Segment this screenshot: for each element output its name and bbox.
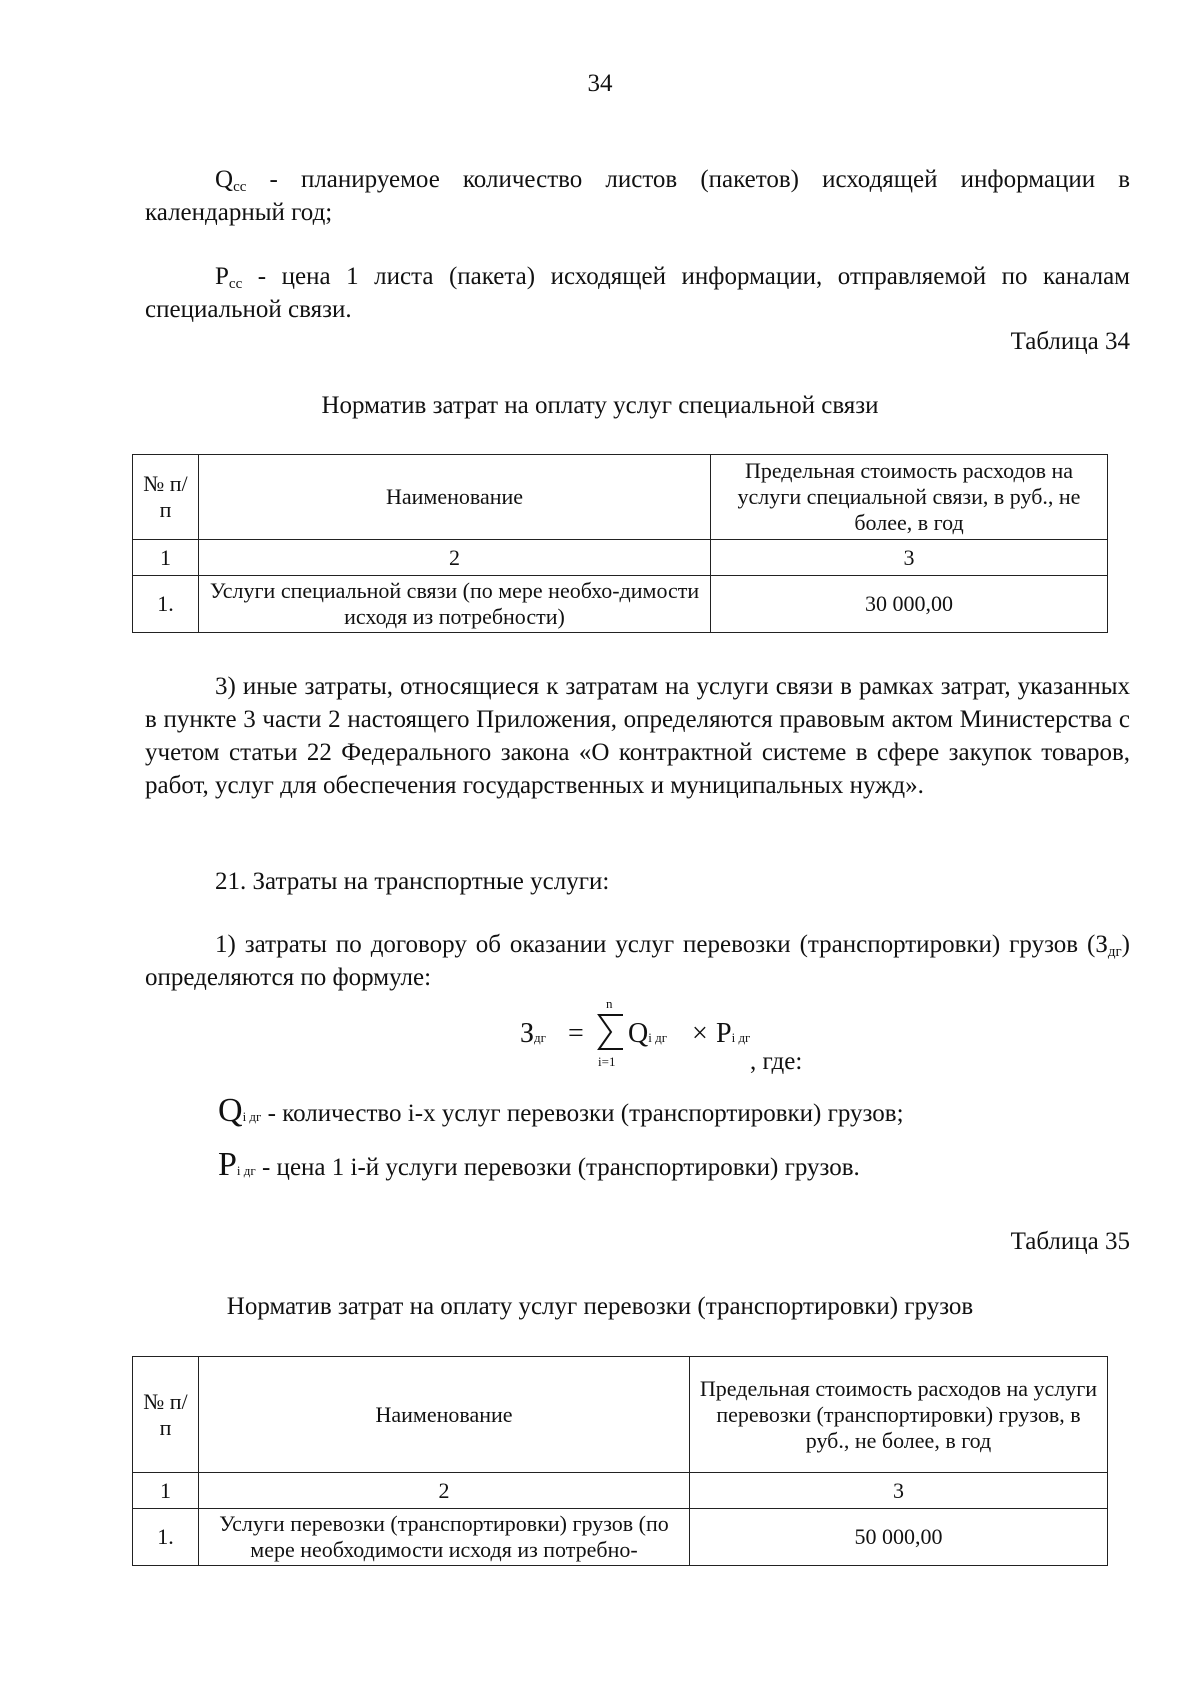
- table-row: [133, 576, 1108, 633]
- symbol-q: Q: [218, 1092, 243, 1129]
- table-35: [132, 1356, 1108, 1566]
- sum-upper-limit: n: [606, 996, 613, 1011]
- table-column-numbers-row: [133, 540, 1108, 576]
- table-35-title: Норматив затрат на оплату услуг перевозки (транспортировки) грузов: [226, 1293, 974, 1320]
- header-number: № п/п: [133, 455, 199, 540]
- definition-q: [218, 1092, 1118, 1130]
- summation-icon: [596, 1012, 626, 1052]
- paragraph-q-cc: [145, 163, 1130, 229]
- column-number: 3: [690, 1473, 1108, 1509]
- paragraph-p-cc: [145, 260, 1130, 326]
- column-number: 3: [711, 540, 1108, 576]
- table-column-numbers-row: [133, 1473, 1108, 1509]
- formula: [520, 996, 940, 1076]
- definition-text: - цена 1 i-й услуги перевозки (транспортировки) грузов.: [255, 1154, 860, 1181]
- header-price: Предельная стоимость расходов на услуги перевозки (транспортировки) грузов, в руб., не более, в год: [690, 1357, 1108, 1473]
- subscript: дг: [1107, 944, 1122, 960]
- row-name: Услуги перевозки (транспортировки) грузов (по мере необходимости исходя из потребно-: [199, 1509, 690, 1566]
- table-header-row: [133, 455, 1108, 540]
- table-34-title: Норматив затрат на оплату услуг специальной связи: [321, 392, 879, 419]
- row-number: 1.: [133, 1509, 199, 1566]
- row-price: 50 000,00: [690, 1509, 1108, 1566]
- page-number: 34: [587, 70, 613, 97]
- subscript: сс: [228, 276, 243, 292]
- row-name: Услуги специальной связи (по мере необхо-димости исходя из потребности): [199, 576, 711, 633]
- formula-times: ×: [692, 1018, 708, 1049]
- table-34: [132, 454, 1108, 633]
- formula-where: , где:: [750, 1048, 803, 1075]
- paragraph-text: ) определяются по формуле:: [145, 931, 1130, 991]
- formula-q: Qi дг: [628, 1018, 668, 1049]
- subscript: i дг: [236, 1163, 256, 1178]
- paragraph-text: - планируемое количество листов (пакетов) исходящей информации в календарный год;: [145, 166, 1130, 226]
- row-number: 1.: [133, 576, 199, 633]
- paragraph-other-costs: 3) иные затраты, относящиеся к затратам на услуги связи в рамках затрат, указанных в пункте 3 части 2 настоящего Приложения, определяются правовым актом Министерства с учетом статьи 22 Федерального закона «О контрактной системе в сфере закупок товаров, работ, услуг для обеспечения государственных и муниципальных нужд».: [145, 673, 1130, 799]
- column-number: 2: [199, 1473, 690, 1509]
- symbol-p: P: [215, 263, 229, 290]
- header-price: Предельная стоимость расходов на услуги специальной связи, в руб., не более, в год: [711, 455, 1108, 540]
- paragraph-text: 1) затраты по договору об оказании услуг перевозки (транспортировки) грузов (З: [215, 931, 1108, 958]
- definition-text: - количество i-х услуг перевозки (транспортировки) грузов;: [261, 1100, 904, 1127]
- column-number: 2: [199, 540, 711, 576]
- definition-p: [218, 1146, 1118, 1184]
- subscript: сс: [233, 179, 247, 195]
- header-number: № п/п: [133, 1357, 199, 1473]
- formula-lhs: Здг: [520, 1018, 546, 1049]
- formula-equals: =: [568, 1018, 584, 1049]
- table-34-label: Таблица 34: [1010, 328, 1130, 355]
- formula-p: Pi дг: [716, 1018, 751, 1049]
- column-number: 1: [133, 1473, 199, 1509]
- table-row: [133, 1509, 1108, 1566]
- paragraph-section-21: 21. Затраты на транспортные услуги:: [215, 868, 610, 895]
- paragraph-text: - цена 1 листа (пакета) исходящей информации, отправляемой по каналам специальной связи.: [145, 263, 1130, 323]
- table-header-row: [133, 1357, 1108, 1473]
- sum-lower-limit: i=1: [598, 1054, 616, 1069]
- column-number: 1: [133, 540, 199, 576]
- symbol-p: P: [218, 1146, 237, 1183]
- paragraph-transport-formula-intro: [145, 928, 1130, 994]
- header-name: Наименование: [199, 1357, 690, 1473]
- symbol-q: Q: [215, 166, 234, 193]
- header-name: Наименование: [199, 455, 711, 540]
- subscript: i дг: [242, 1109, 262, 1124]
- table-35-label: Таблица 35: [1010, 1228, 1130, 1255]
- row-price: 30 000,00: [711, 576, 1108, 633]
